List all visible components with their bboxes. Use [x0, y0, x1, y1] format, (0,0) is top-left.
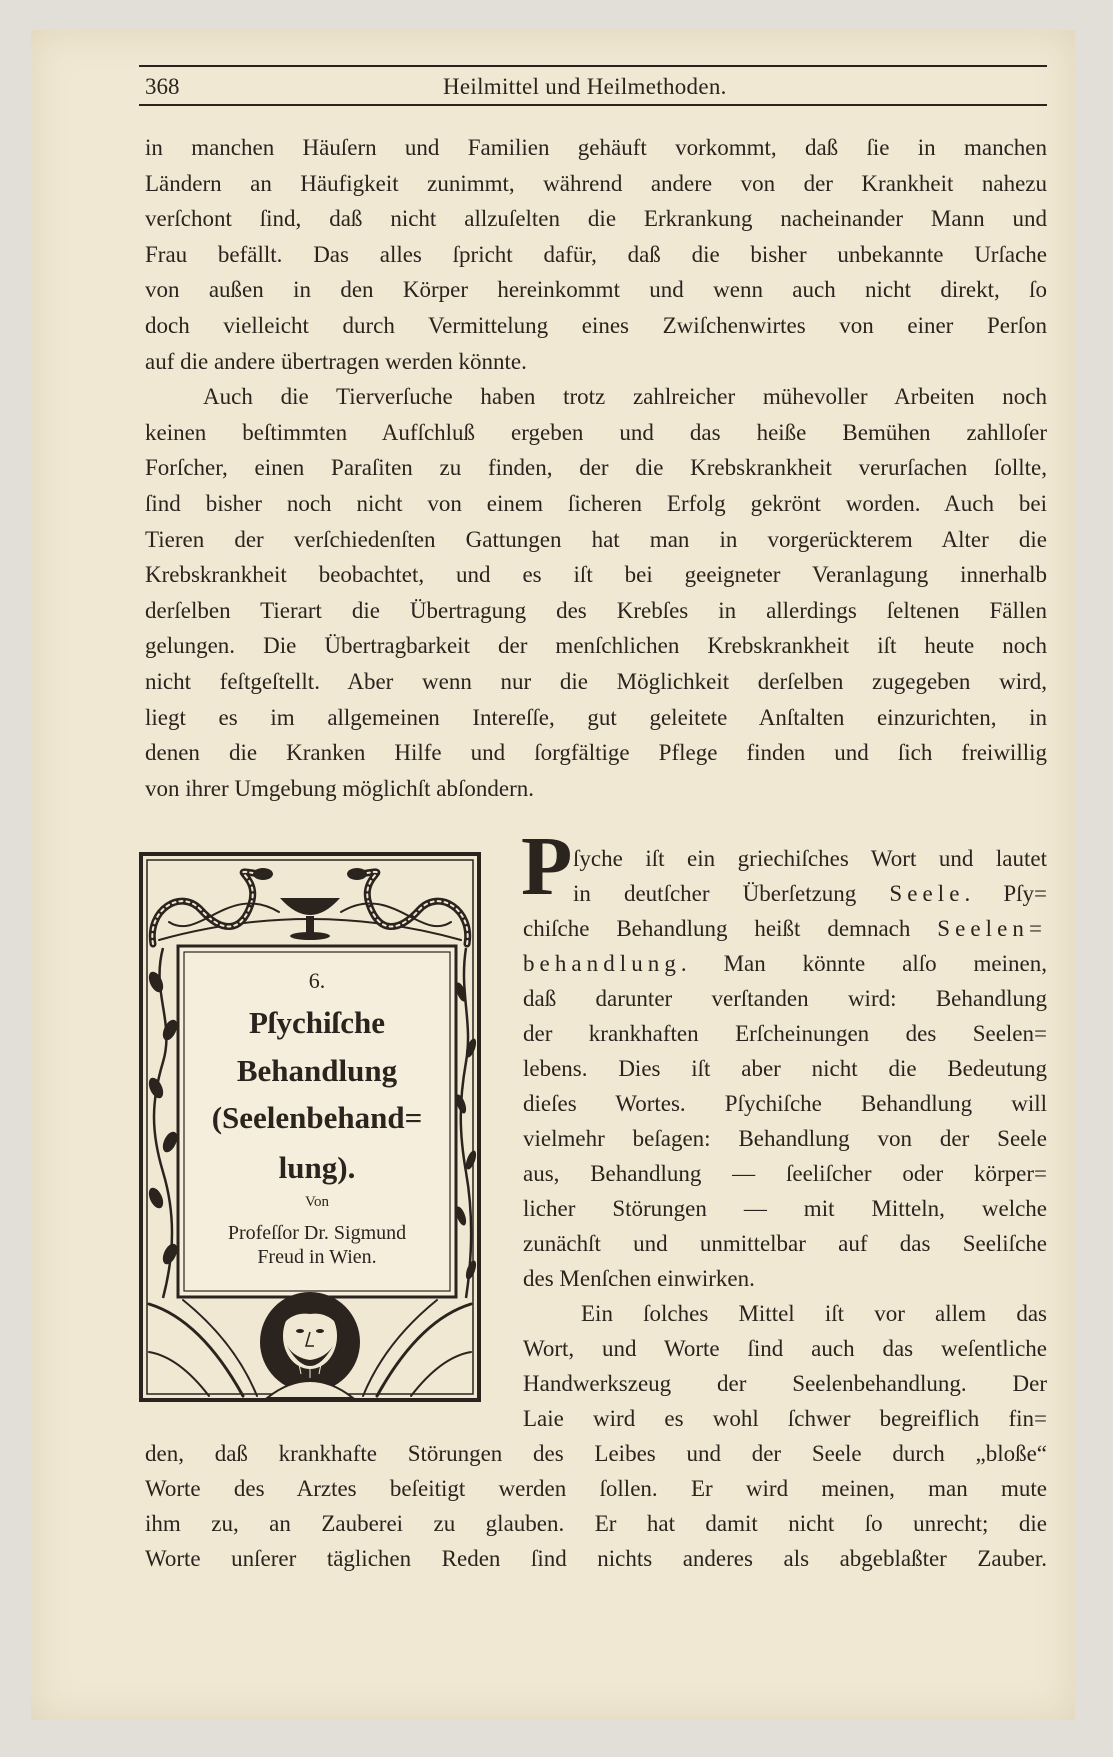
body-line: ſind bisher noch nicht von einem ſicheren Erfolg gekrönt worden. Auch bei [145, 490, 1047, 516]
section-title-line: lung). [278, 1150, 356, 1185]
body-line: Frau befällt. Das alles ſpricht dafür, daß die bisher unbekannte Urſache [145, 241, 1047, 267]
body-line: Worte des Arztes beſeitigt werden ſollen. Er wird meinen, man mute [145, 1476, 1047, 1501]
column-line: daß darunter verſtanden wird: Behandlung [523, 986, 1047, 1011]
body-line: Forſcher, einen Paraſiten zu finden, der die Krebskrankheit verurſachen ſollte, [145, 455, 1047, 481]
body-line: in manchen Häuſern und Familien gehäuft vorkommt, daß ſie in manchen [145, 135, 1047, 160]
column-line [523, 946, 1047, 981]
line-text: . Pſy= [964, 881, 1047, 906]
body-line: denen die Kranken Hilfe und ſorgfältige Pflege finden und ſich freiwillig [145, 740, 1047, 766]
spaced-emphasis: Seele [889, 881, 965, 906]
body-text [145, 130, 1047, 806]
column-text [523, 841, 1047, 1436]
body-line: derſelben Tierart die Übertragung des Krebſes in allerdings ſeltenen Fällen [145, 597, 1047, 623]
bowl-stem [306, 916, 314, 934]
body-line: von ihrer Umgebung möglichſt abſondern. [145, 775, 535, 801]
column-line: Handwerkszeug der Seelenbehandlung. Der [523, 1371, 1047, 1396]
byline-von: Von [305, 1194, 329, 1210]
column-line: des Menſchen einwirken. [523, 1266, 755, 1291]
body-line: nicht feſtgeſtellt. Aber wenn nur die Möglichkeit derſelben zugegeben wird, [145, 668, 1047, 694]
line-text: . Man könnte alſo meinen, [680, 951, 1047, 976]
column-line: der krankhaften Erſcheinungen des Seelen= [523, 1021, 1047, 1046]
column-line: dieſes Wortes. Pſychiſche Behandlung will [523, 1091, 1047, 1116]
spaced-emphasis: Seelen= [937, 916, 1047, 941]
column-line: Ein ſolches Mittel iſt vor allem das [581, 1301, 1047, 1326]
column-line [523, 876, 1047, 911]
body-line: Ländern an Häufigkeit zunimmt, während andere von der Krankheit nahezu [145, 170, 1047, 196]
author-line: Freud in Wien. [257, 1246, 377, 1268]
section-title-line: (Seelenbehand= [211, 1100, 423, 1135]
column-line: vielmehr beſagen: Behandlung von der Seele [523, 1126, 1047, 1151]
section-title-line: Pſychiſche [248, 1005, 386, 1040]
continuation-text [145, 1436, 1047, 1576]
bust-left-eye [296, 1329, 304, 1333]
column-line: lebens. Dies iſt aber nicht die Bedeutung [523, 1056, 1047, 1081]
body-line: Krebskrankheit beobachtet, und es iſt bei geeigneter Veranlagung innerhalb [145, 562, 1047, 588]
body-line: verſchont ſind, daß nicht allzuſelten die Erkrankung nacheinander Mann und [145, 206, 1047, 232]
line-text: ſyche iſt ein griechiſches Wort und lautet [573, 846, 1047, 871]
body-line: doch vielleicht durch Vermittelung eines Zwiſchenwirtes von einer Perſon [145, 312, 1047, 338]
column-line: licher Störungen — mit Mitteln, welche [523, 1196, 1047, 1221]
right-snake-head [347, 868, 367, 880]
line-text: chiſche Behandlung heißt demnach [523, 916, 938, 941]
header-top-rule [139, 65, 1047, 67]
body-line: von außen in den Körper hereinkommt und wenn auch nicht direkt, ſo [145, 277, 1047, 303]
column-line: Laie wird es wohl ſchwer begreiflich fin= [523, 1406, 1047, 1431]
column-line: aus, Behandlung — ſeeliſcher oder körper= [523, 1161, 1047, 1186]
body-line: ihm zu, an Zauberei zu glauben. Er hat damit nicht ſo unrecht; die [145, 1511, 1047, 1536]
bowl-base [290, 932, 330, 940]
spaced-emphasis: behandlung [523, 951, 681, 976]
header-bottom-rule [139, 104, 1047, 106]
body-line: auf die andere übertragen werden könnte. [145, 348, 527, 374]
left-snake-head [253, 868, 273, 880]
drop-cap: P [521, 820, 573, 913]
bust-right-eye [316, 1329, 324, 1333]
line-text: in deutſcher Überſetzung [573, 881, 890, 906]
body-line: Auch die Tierverſuche haben trotz zahlreicher mühevoller Arbeiten noch [203, 384, 1047, 410]
page-number: 368 [145, 74, 180, 99]
body-line: liegt es im allgemeinen Intereſſe, gut geleitete Anſtalten einzurichten, in [145, 704, 1047, 730]
title-panel-text [178, 946, 456, 1297]
body-line: keinen beſtimmten Aufſchluß ergeben und das heiße Bemühen zahlloſer [145, 419, 1047, 445]
body-line: gelungen. Die Übertragbarkeit der menſchlichen Krebskrankheit iſt heute noch [145, 633, 1047, 659]
body-line: Tieren der verſchiedenſten Gattungen hat man in vorgerückterem Alter die [145, 526, 1047, 552]
section-title-line: Behandlung [236, 1053, 398, 1088]
column-line [523, 911, 1047, 946]
column-line [523, 841, 1047, 876]
column-line: Wort, und Worte ſind auch das weſentliche [523, 1336, 1047, 1361]
body-line: den, daß krankhafte Störungen des Leibes und der Seele durch „bloße“ [145, 1441, 1047, 1466]
column-line: zunächſt und unmittelbar auf das Seeliſche [523, 1231, 1047, 1256]
body-line: Worte unſerer täglichen Reden ſind nichts anderes als abgeblaßter Zauber. [145, 1546, 1047, 1571]
running-title: Heilmittel und Heilmethoden. [443, 74, 727, 99]
author-line: Profeſſor Dr. Sigmund [227, 1222, 407, 1244]
section-number: 6. [308, 968, 326, 993]
